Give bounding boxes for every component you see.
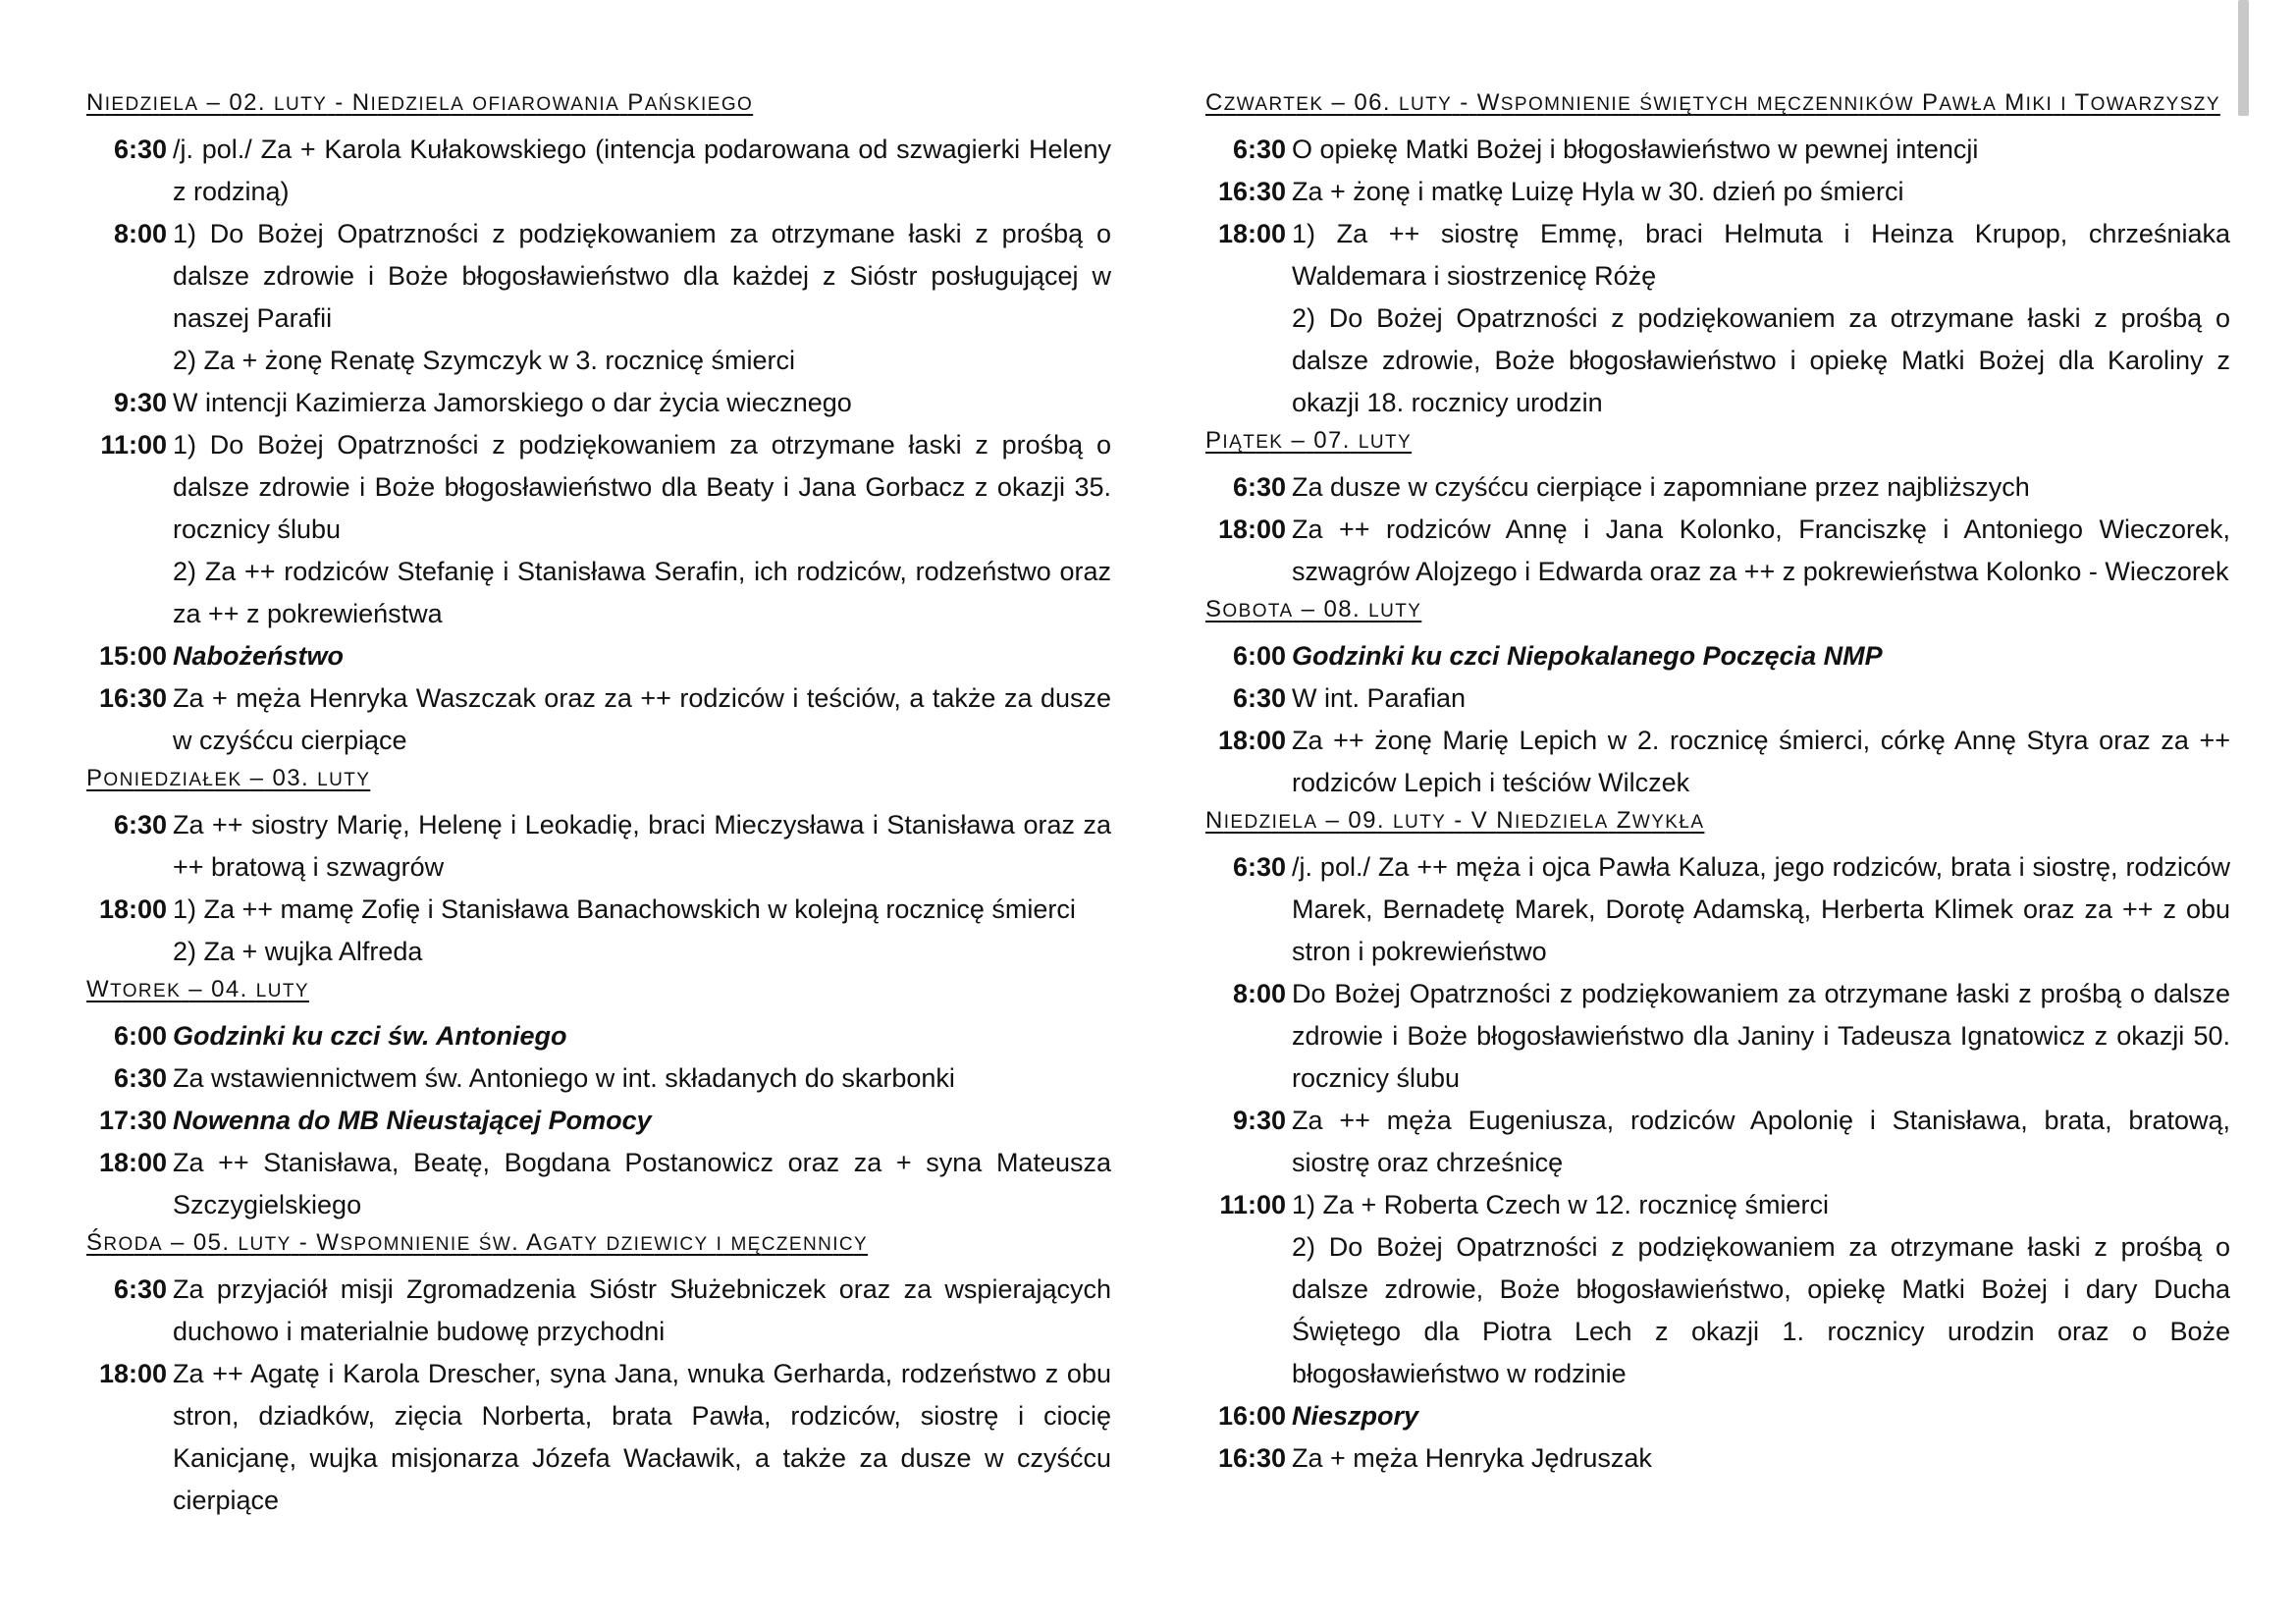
intention-list <box>1292 973 2230 1100</box>
mass-time: 8:00 <box>1232 979 1286 1008</box>
day-header: WTOREK – 04. LUTY <box>86 976 309 1002</box>
mass-time: 6:00 <box>113 1021 167 1051</box>
mass-time: 6:00 <box>1232 641 1286 671</box>
mass-entry <box>1205 213 2230 424</box>
intention-text: /j. pol./ Za ++ męża i ojca Pawła Kaluza, jego rodziców, brata i siostrę, rodziców Marek, Bernadetę Marek, Dorotę Adamską, Herberta Klimek oraz za ++ z obu stron i pokrewieństwo <box>1292 852 2230 966</box>
intention-text: Za ++ rodziców Annę i Jana Kolonko, Franciszkę i Antoniego Wieczorek, szwagrów Alojzego i Edwarda oraz za ++ z pokrewieństwa Kolonko - Wieczorek <box>1292 514 2230 586</box>
intention-list <box>173 1269 1111 1353</box>
mass-time: 18:00 <box>1217 514 1286 544</box>
mass-entry <box>1205 973 2230 1100</box>
mass-entry <box>86 1269 1111 1353</box>
mass-time: 11:00 <box>100 430 167 460</box>
mass-entry <box>86 1142 1111 1226</box>
intention-list <box>1292 677 2230 720</box>
service-name: Nowenna do MB Nieustającej Pomocy <box>173 1106 652 1135</box>
intention-list <box>1292 129 2230 171</box>
scrollbar[interactable] <box>2238 0 2249 116</box>
intention-list <box>173 1100 1111 1142</box>
mass-time: 16:30 <box>1217 177 1286 206</box>
intention-list <box>1292 1395 2230 1437</box>
mass-time: 11:00 <box>1219 1190 1286 1219</box>
intention-list <box>173 424 1111 635</box>
intention-text: Za dusze w czyśćcu cierpiące i zapomniane przez najbliższych <box>1292 472 2030 502</box>
mass-time: 16:30 <box>98 683 167 713</box>
intention-text: Za + męża Henryka Jędruszak <box>1292 1443 1652 1473</box>
intention-text: 1) Do Bożej Opatrzności z podziękowaniem za otrzymane łaski z prośbą o dalsze zdrowie i Boże błogosławieństwo dla każdej z Sióstr posługującej w naszej Parafii <box>173 219 1111 333</box>
intention-text: 2) Za + wujka Alfreda <box>173 937 423 966</box>
service-name: Godzinki ku czci Niepokalanego Poczęcia NMP <box>1292 641 1883 671</box>
mass-entry <box>86 1015 1111 1057</box>
intention-list <box>1292 1437 2230 1480</box>
mass-entry <box>1205 635 2230 677</box>
mass-entry <box>86 677 1111 762</box>
day-header: CZWARTEK – 06. LUTY - WSPOMNIENIE ŚWIĘTYCH MĘCZENNIKÓW PAWŁA MIKI I TOWARZYSZY <box>1205 89 2220 116</box>
intention-list <box>173 804 1111 889</box>
mass-entry <box>1205 1184 2230 1395</box>
mass-entry <box>86 1353 1111 1522</box>
intention-text: O opiekę Matki Bożej i błogosławieństwo w pewnej intencji <box>1292 135 1979 164</box>
mass-time: 18:00 <box>1217 219 1286 248</box>
intention-text: Za ++ Agatę i Karola Drescher, syna Jana, wnuka Gerharda, rodzeństwo z obu stron, dziadków, zięcia Norberta, brata Pawła, rodziców, siostrę i ciocię Kanicjanę, wujka misjonarza Józefa Wacławik, a także za dusze w czyśćcu cierpiące <box>173 1359 1111 1515</box>
intention-text: 2) Za ++ rodziców Stefanię i Stanisława Serafin, ich rodziców, rodzeństwo oraz za ++ z pokrewieństwa <box>173 557 1111 628</box>
mass-time: 16:00 <box>1217 1401 1286 1431</box>
mass-time: 17:30 <box>98 1106 167 1135</box>
mass-time: 6:30 <box>1232 135 1286 164</box>
intention-list <box>173 889 1111 973</box>
mass-time: 6:30 <box>113 1274 167 1304</box>
intention-text: Za przyjaciół misji Zgromadzenia Sióstr Służebniczek oraz za wspierających duchowo i materialnie budowę przychodni <box>173 1274 1111 1346</box>
intention-list <box>1292 171 2230 213</box>
mass-time: 9:30 <box>1232 1106 1286 1135</box>
mass-entry <box>1205 720 2230 804</box>
service-name: Godzinki ku czci św. Antoniego <box>173 1021 567 1051</box>
intention-list <box>1292 846 2230 973</box>
mass-time: 15:00 <box>98 641 167 671</box>
day-header: PONIEDZIAŁEK – 03. LUTY <box>86 765 371 791</box>
mass-time: 6:30 <box>113 810 167 839</box>
mass-time: 6:30 <box>1232 683 1286 713</box>
mass-entry <box>86 424 1111 635</box>
mass-entry <box>1205 466 2230 509</box>
mass-entry <box>86 889 1111 973</box>
intention-list <box>1292 213 2230 424</box>
mass-entry <box>1205 509 2230 593</box>
mass-time: 18:00 <box>98 894 167 924</box>
mass-entry <box>86 1057 1111 1100</box>
intention-list <box>173 129 1111 213</box>
intention-list <box>1292 1184 2230 1395</box>
mass-entry <box>1205 1100 2230 1184</box>
intention-list <box>1292 1100 2230 1184</box>
day-header: NIEDZIELA – 02. LUTY - NIEDZIELA OFIAROWANIA PAŃSKIEGO <box>86 89 754 116</box>
mass-time: 18:00 <box>98 1359 167 1388</box>
mass-time: 8:00 <box>113 219 167 248</box>
intention-list <box>1292 720 2230 804</box>
intention-list <box>1292 509 2230 593</box>
mass-time: 16:30 <box>1217 1443 1286 1473</box>
service-name: Nieszpory <box>1292 1401 1419 1431</box>
intention-list <box>173 677 1111 762</box>
intention-list <box>173 1057 1111 1100</box>
intention-text: Za ++ męża Eugeniusza, rodziców Apolonię i Stanisława, brata, bratową, siostrę oraz chrześnicę <box>1292 1106 2230 1177</box>
day-header: NIEDZIELA – 09. LUTY - V NIEDZIELA ZWYKŁA <box>1205 807 1705 834</box>
mass-time: 6:30 <box>113 135 167 164</box>
intention-text: 2) Za + żonę Renatę Szymczyk w 3. rocznicę śmierci <box>173 346 795 375</box>
intention-text: Za ++ Stanisława, Beatę, Bogdana Postanowicz oraz za + syna Mateusza Szczygielskiego <box>173 1148 1111 1219</box>
day-header: SOBOTA – 08. LUTY <box>1205 596 1422 623</box>
mass-entry <box>1205 1437 2230 1480</box>
intention-text: Za ++ żonę Marię Lepich w 2. rocznicę śmierci, córkę Annę Styra oraz za ++ rodziców Lepich i teściów Wilczek <box>1292 726 2230 797</box>
intention-list <box>1292 466 2230 509</box>
mass-entry <box>1205 171 2230 213</box>
intention-text: Za ++ siostry Marię, Helenę i Leokadię, braci Mieczysława i Stanisława oraz za ++ bratową i szwagrów <box>173 810 1111 882</box>
intention-text: W int. Parafian <box>1292 683 1467 713</box>
mass-entry <box>86 804 1111 889</box>
intention-list <box>173 635 1111 677</box>
mass-time: 9:30 <box>113 388 167 417</box>
intention-text: 2) Do Bożej Opatrzności z podziękowaniem za otrzymane łaski z prośbą o dalsze zdrowie, Boże błogosławieństwo i opiekę Matki Bożej dla Karoliny z okazji 18. rocznicy urodzin <box>1292 303 2230 417</box>
mass-entry <box>1205 1395 2230 1437</box>
left-column <box>86 86 1111 1522</box>
intention-text: 2) Do Bożej Opatrzności z podziękowaniem za otrzymane łaski z prośbą o dalsze zdrowie, Boże błogosławieństwo, opiekę Matki Bożej i dary Ducha Świętego dla Piotra Lech z okazji 1. rocznicy urodzin oraz o Boże błogosławieństwo w rodzinie <box>1292 1232 2230 1388</box>
mass-entry <box>86 213 1111 382</box>
day-header: PIĄTEK – 07. LUTY <box>1205 427 1413 454</box>
intention-text: W intencji Kazimierza Jamorskiego o dar życia wiecznego <box>173 388 852 417</box>
mass-time: 6:30 <box>1232 472 1286 502</box>
intention-list <box>173 213 1111 382</box>
intention-list <box>173 1015 1111 1057</box>
intention-text: 1) Za ++ siostrę Emmę, braci Helmuta i Heinza Krupop, chrześniaka Waldemara i siostrzenicę Różę <box>1292 219 2230 291</box>
mass-entry <box>86 129 1111 213</box>
mass-entry <box>86 635 1111 677</box>
mass-time: 6:30 <box>113 1063 167 1093</box>
intention-list <box>173 1142 1111 1226</box>
service-name: Nabożeństwo <box>173 641 345 671</box>
mass-time: 18:00 <box>98 1148 167 1177</box>
mass-time: 6:30 <box>1232 852 1286 882</box>
mass-entry <box>1205 129 2230 171</box>
intention-text: 1) Za ++ mamę Zofię i Stanisława Banachowskich w kolejną rocznicę śmierci <box>173 894 1076 924</box>
mass-entry <box>86 1100 1111 1142</box>
mass-entry <box>1205 677 2230 720</box>
mass-entry <box>1205 846 2230 973</box>
intention-text: /j. pol./ Za + Karola Kułakowskiego (intencja podarowana od szwagierki Heleny z rodziną) <box>173 135 1111 206</box>
intention-text: Za + żonę i matkę Luizę Hyla w 30. dzień po śmierci <box>1292 177 1904 206</box>
intention-list <box>173 382 1111 424</box>
mass-entry <box>86 382 1111 424</box>
intention-text: 1) Za + Roberta Czech w 12. rocznicę śmierci <box>1292 1190 1829 1219</box>
intention-text: 1) Do Bożej Opatrzności z podziękowaniem za otrzymane łaski z prośbą o dalsze zdrowie i Boże błogosławieństwo dla Beaty i Jana Gorbacz z okazji 35. rocznicy ślubu <box>173 430 1111 544</box>
intention-list <box>1292 635 2230 677</box>
mass-time: 18:00 <box>1217 726 1286 755</box>
intention-text: Za wstawiennictwem św. Antoniego w int. składanych do skarbonki <box>173 1063 955 1093</box>
right-column <box>1205 86 2230 1480</box>
day-header: ŚRODA – 05. LUTY - WSPOMNIENIE ŚW. AGATY DZIEWICY I MĘCZENNICY <box>86 1229 869 1256</box>
intention-list <box>173 1353 1111 1522</box>
intention-text: Do Bożej Opatrzności z podziękowaniem za otrzymane łaski z prośbą o dalsze zdrowie i Boże błogosławieństwo dla Janiny i Tadeusza Ignatowicz z okazji 50. rocznicy ślubu <box>1292 979 2230 1093</box>
intention-text: Za + męża Henryka Waszczak oraz za ++ rodziców i teściów, a także za dusze w czyśćcu cierpiące <box>173 683 1111 755</box>
